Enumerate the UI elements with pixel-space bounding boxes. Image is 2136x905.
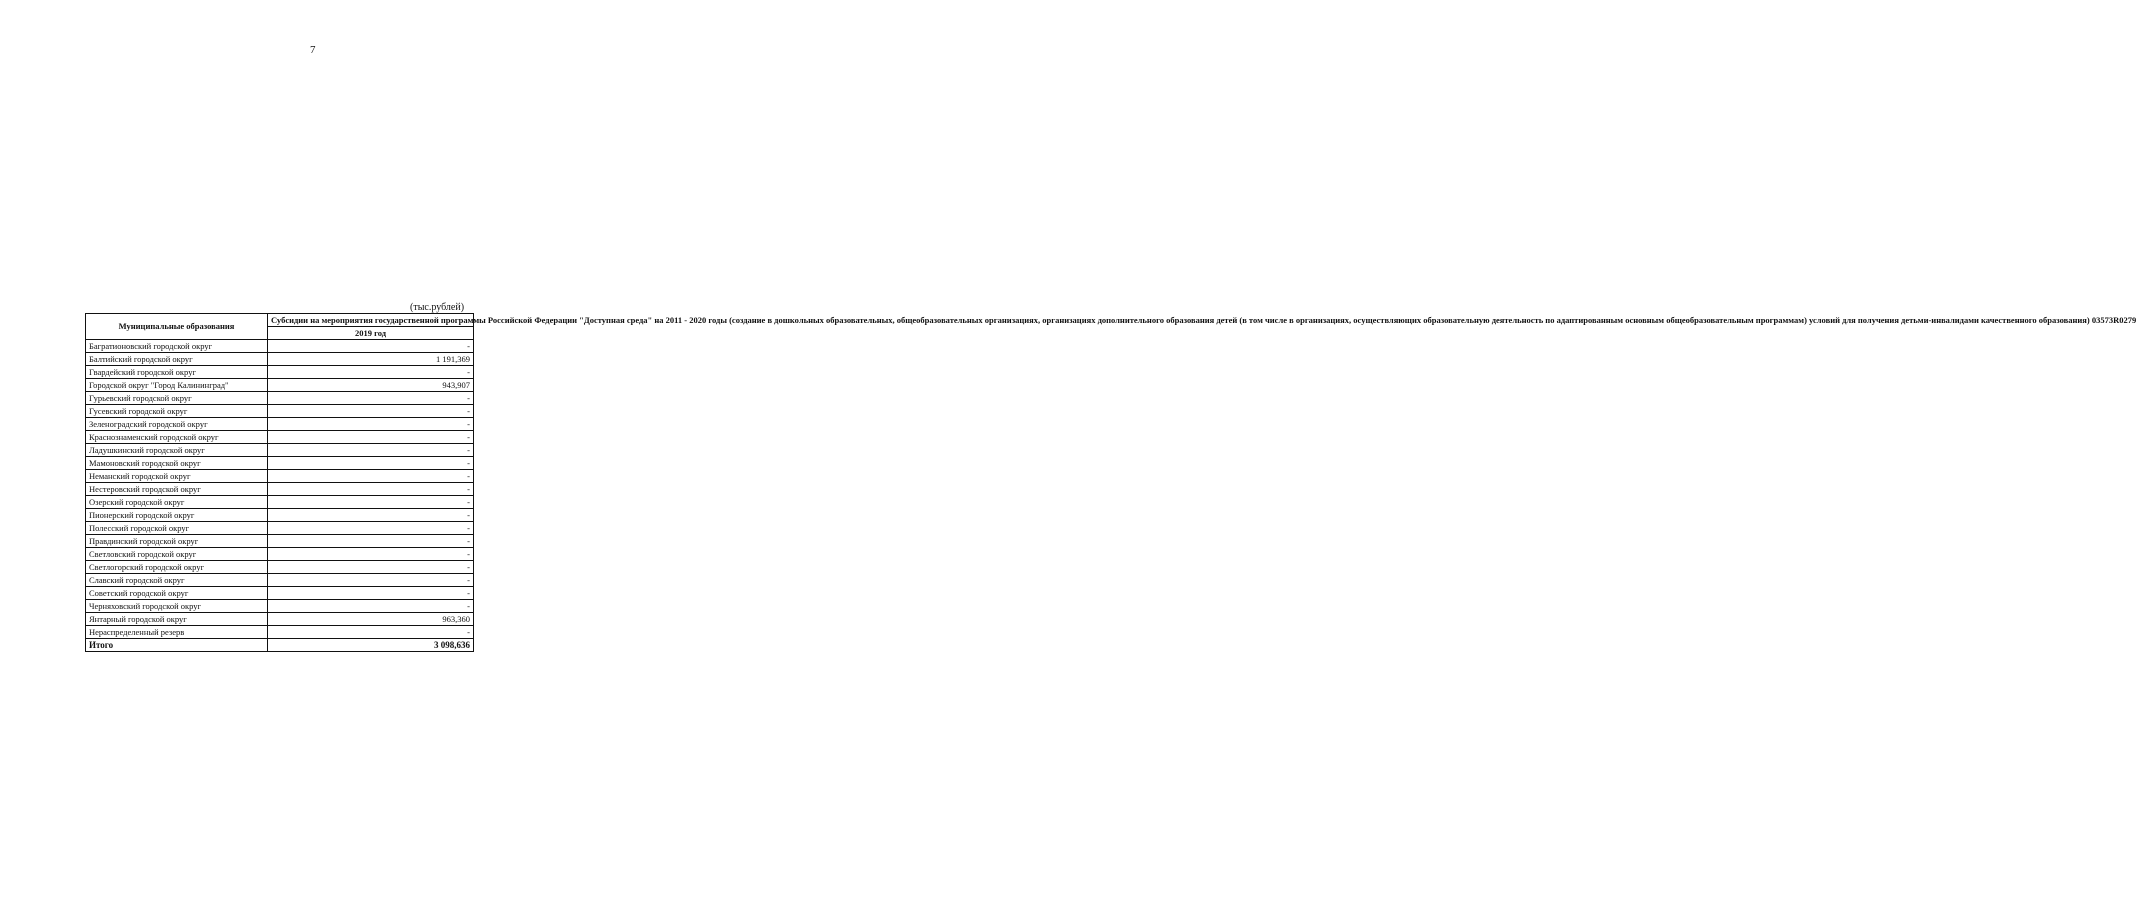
subsidy-value: - bbox=[268, 561, 474, 574]
table-row bbox=[86, 457, 474, 470]
subsidy-value: - bbox=[268, 587, 474, 600]
table-row bbox=[86, 535, 474, 548]
municipality-name: Мамоновский городской округ bbox=[86, 457, 268, 470]
table-row bbox=[86, 366, 474, 379]
subsidy-value: - bbox=[268, 535, 474, 548]
municipality-name: Неманский городской округ bbox=[86, 470, 268, 483]
subsidy-value: - bbox=[268, 548, 474, 561]
municipality-name: Гвардейский городской округ bbox=[86, 366, 268, 379]
subsidy-value: - bbox=[268, 340, 474, 353]
table-row bbox=[86, 600, 474, 613]
subsidy-value: - bbox=[268, 509, 474, 522]
municipality-name: Черняховский городской округ bbox=[86, 600, 268, 613]
subsidy-value: 1 191,369 bbox=[268, 353, 474, 366]
table-row bbox=[86, 340, 474, 353]
municipality-name: Светлогорский городской округ bbox=[86, 561, 268, 574]
municipality-name: Гусевский городской округ bbox=[86, 405, 268, 418]
header-year: 2019 год bbox=[268, 327, 474, 340]
table-row bbox=[86, 483, 474, 496]
page-number: 7 bbox=[310, 44, 316, 56]
municipality-name: Советский городской округ bbox=[86, 587, 268, 600]
table-row bbox=[86, 548, 474, 561]
table-row bbox=[86, 561, 474, 574]
municipality-name: Ладушкинский городской округ bbox=[86, 444, 268, 457]
subsidy-value: 943,907 bbox=[268, 379, 474, 392]
subsidy-value: - bbox=[268, 522, 474, 535]
municipality-name: Краснознаменский городской округ bbox=[86, 431, 268, 444]
table-row bbox=[86, 431, 474, 444]
table-row bbox=[86, 509, 474, 522]
municipality-name: Балтийский городской округ bbox=[86, 353, 268, 366]
municipality-name: Гурьевский городской округ bbox=[86, 392, 268, 405]
subsidy-table bbox=[85, 313, 2136, 652]
municipality-name: Озерский городской округ bbox=[86, 496, 268, 509]
table-row bbox=[86, 587, 474, 600]
municipality-name: Славский городской округ bbox=[86, 574, 268, 587]
total-value: 3 098,636 bbox=[268, 639, 474, 652]
header-subsidy-description: Субсидии на мероприятия государственной программы Российской Федерации "Доступная среда" на 2011 - 2020 годы (создание в дошкольных образовательных, общеобразовательных организациях, организациях дополнительного образования детей (в том числе в организациях, осуществляющих образовательную деятельность по адаптированным основным общеобразовательным программам) условий для получения детьми-инвалидами качественного образования) 03573R0279 bbox=[268, 314, 474, 327]
total-label: Итого bbox=[86, 639, 268, 652]
subsidy-value: - bbox=[268, 366, 474, 379]
table-row bbox=[86, 574, 474, 587]
municipality-name: Полесский городской округ bbox=[86, 522, 268, 535]
subsidy-value: - bbox=[268, 418, 474, 431]
table-row bbox=[86, 496, 474, 509]
table-body bbox=[86, 340, 474, 652]
table-row bbox=[86, 379, 474, 392]
municipality-name: Багратионовский городской округ bbox=[86, 340, 268, 353]
municipality-name: Правдинский городской округ bbox=[86, 535, 268, 548]
municipality-name: Пионерский городской округ bbox=[86, 509, 268, 522]
table-row bbox=[86, 353, 474, 366]
subsidy-value: - bbox=[268, 496, 474, 509]
table-row bbox=[86, 392, 474, 405]
total-row bbox=[86, 639, 474, 652]
table-row bbox=[86, 405, 474, 418]
subsidy-value: - bbox=[268, 626, 474, 639]
table-row bbox=[86, 470, 474, 483]
subsidy-value: - bbox=[268, 600, 474, 613]
subsidy-value: - bbox=[268, 470, 474, 483]
header-municipalities: Муниципальные образования bbox=[86, 314, 268, 340]
subsidy-value: - bbox=[268, 392, 474, 405]
municipality-name: Янтарный городской округ bbox=[86, 613, 268, 626]
table-row bbox=[86, 522, 474, 535]
subsidy-value: - bbox=[268, 405, 474, 418]
table-row bbox=[86, 626, 474, 639]
subsidy-value: - bbox=[268, 483, 474, 496]
municipality-name: Городской округ "Город Калининград" bbox=[86, 379, 268, 392]
subsidy-value: - bbox=[268, 457, 474, 470]
subsidy-value: 963,360 bbox=[268, 613, 474, 626]
table-row bbox=[86, 613, 474, 626]
units-label: (тыс.рублей) bbox=[410, 302, 465, 313]
municipality-name: Нераспределенный резерв bbox=[86, 626, 268, 639]
municipality-name: Нестеровский городской округ bbox=[86, 483, 268, 496]
table-row bbox=[86, 444, 474, 457]
municipality-name: Зеленоградский городской округ bbox=[86, 418, 268, 431]
subsidy-value: - bbox=[268, 431, 474, 444]
subsidy-value: - bbox=[268, 444, 474, 457]
subsidy-value: - bbox=[268, 574, 474, 587]
table-row bbox=[86, 418, 474, 431]
municipality-name: Светловский городской округ bbox=[86, 548, 268, 561]
